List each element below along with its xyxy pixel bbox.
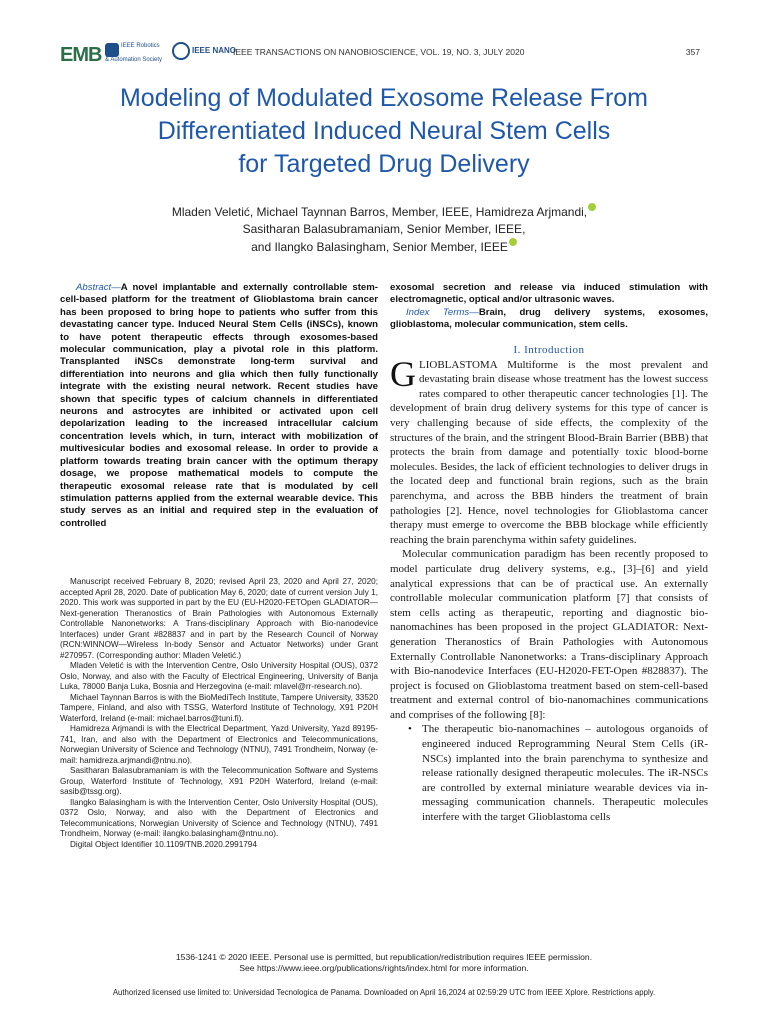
emb-logo: EMB xyxy=(60,44,102,66)
ras-logo-icon xyxy=(105,43,119,57)
ras-logo-text: IEEE Robotics & Automation Society xyxy=(105,43,163,63)
ras-logo xyxy=(105,43,165,64)
abstract-label: Abstract— xyxy=(76,282,121,293)
page-number: 357 xyxy=(685,47,700,57)
abstract xyxy=(60,282,378,530)
title-line-1: Modeling of Modulated Exosome Release From xyxy=(119,84,649,112)
copyright-notice xyxy=(60,952,708,974)
intro-paragraph-2: Molecular communication paradigm has been recently proposed to model particulate drug delivery systems, e.g., [3]–[6] and yield analytical expressions that can be of practical use. An externally controllable molecular communication platform [7] that consists of stem cells acting as therapeutic, reporting and diagnostic bio-nanomachines has been proposed in the project GLADIATOR: Next-generation Theranostics of Brain Pathologies with Autonomous Externally Controllable Nanonetworks: a Trans-disciplinary Approach with Bio-nanodevice Interfaces (EU-H2020-FET-Open #828837). The project is focused on Glioblastoma treatment based on stem-cell-based treatment and external control of bio-nanomachines communications and comprises of the following [8]: xyxy=(390,548,708,721)
author-list xyxy=(60,203,708,256)
index-terms-label: Index Terms— xyxy=(406,306,479,318)
title-line-3: for Targeted Drug Delivery xyxy=(238,150,530,178)
nano-logo xyxy=(172,42,236,60)
authors-line-3: and Ilangko Balasingham, Senior Member, IEEE xyxy=(251,240,508,254)
drop-cap: G xyxy=(390,353,416,394)
copyright-line-2: See https://www.ieee.org/publications/rights/index.html for more information. xyxy=(239,963,529,973)
section-heading-introduction: I. Introduction xyxy=(513,343,585,356)
abstract-text: A novel implantable and externally controllable stem-cell-based platform for the treatment of Glioblastoma brain cancer has been proposed to bring hope to patients who suffer from this devastating cancer type. Induced Neural Stem Cells (iNSCs), known to have potent therapeutic effects through exosomes-based molecular communication, play a pivotal role in this platform. Transplanted iNSCs demonstrate long-term survival and differentiation into neurons and glia which then fully functionally integrate with the existing neural network. Recent studies have shown that specific types of calcium channels in differentiated neurons and astrocytes are inhibited or activated upon cell depolarization leading to the increased intracellular calcium concentration levels which, in turn, interact with mobilization of multivesicular bodies and exosomal release. In order to provide a platform towards treating brain cancer with the optimum therapy dosage, we propose mathematical models to compute the therapeutic exosomal release rate that is modulated by cell stimulation patterns applied from the external wearable device. This study serves as an initial and required step in the evaluation of controlled xyxy=(60,282,378,529)
doi: Digital Object Identifier 10.1109/TNB.2020.2991794 xyxy=(70,839,257,849)
title-line-2: Differentiated Induced Neural Stem Cells xyxy=(157,117,611,145)
abstract-continuation: exosomal secretion and release via induced stimulation with electromagnetic, optical and/or ultrasonic waves. xyxy=(390,282,708,306)
footnote-barros: Michael Taynnan Barros is with the BioMediTech Institute, Tampere University, 33520 Tampere, Finland, and also with TSSG, Waterford Institute of Technology, X91 P20H Waterford, Ireland (e-mail: michael.barros@tuni.fi). xyxy=(60,692,378,723)
index-terms xyxy=(390,307,708,332)
right-column xyxy=(390,282,708,825)
journal-name: IEEE TRANSACTIONS ON NANOBIOSCIENCE, VOL. 19, NO. 3, JULY 2020 xyxy=(233,47,525,57)
footnote-veletic: Mladen Veletić is with the Intervention Centre, Oslo University Hospital (OUS), 0372 Oslo, Norway, and also with the Faculty of Electrical Engineering, University of Banja Luka, 78000 Banja Luka, Bosnia and Herzegovina (e-mail: mlavel@rr-research.no). xyxy=(60,661,378,691)
copyright-line-1: 1536-1241 © 2020 IEEE. Personal use is permitted, but republication/redistribution requires IEEE permission. xyxy=(175,952,593,962)
paper-title xyxy=(40,82,728,181)
authorized-use-notice: Authorized licensed use limited to: Universidad Tecnologica de Panama. Downloaded on April 16,2024 at 02:59:29 UTC from IEEE Xplore. Restrictions apply. xyxy=(112,988,656,997)
intro-paragraph-1 xyxy=(390,353,709,548)
intro-bullet-1: • The therapeutic bio-nanomachines – autologous organoids of engineered induced Reprogramming Neural Stem Cells (iR-NSCs) implanted into the brain parenchyma to synthesize and release rationally designed therapeutic molecules. The iR-NSCs are controlled by external miniature wearable devices via in-messaging communication channels. Therapeutic molecules interfere with the target Glioblastoma cells xyxy=(422,722,708,824)
left-column xyxy=(60,282,378,530)
nano-logo-top: IEEE xyxy=(192,46,211,56)
intro-paragraph-1-text: LIOBLASTOMA Multiforme is the most prevalent and devastating brain disease whose treatment has the lowest success rates compared to other therapeutic cancer technologies [1]. The development of brain drug delivery systems for this type of cancer is very challenging because of side effects, the complexity of the structures of the brain, and the stringent Blood-Brain Barrier (BBB) that protects the brain from damage and potentially toxic blood-borne molecules. Besides, the lack of efficient technologies to deliver drugs in the located deep and functional brain regions, such as the brain parenchyma, and across the BBB hinders the treatment of brain pathologies [2]. Hence, novel technologies for Glioblastoma cancer therapy must emerge to overcome the BBB blockage while efficiently reaching the brain parenchyma within safety guidelines. xyxy=(390,358,709,546)
authors-line-1: Mladen Veletić, Michael Taynnan Barros, Member, IEEE, Hamidreza Arjmandi, xyxy=(171,205,588,219)
footnotes xyxy=(60,577,378,850)
nano-logo-text: NANO xyxy=(212,46,237,56)
footnote-arjmandi: Hamidreza Arjmandi is with the Electrical Department, Yazd University, Yazd 89195-741, Iran, and also with the Department of Electronics and Telecommunications, Norwegian University of Science and Technology (NTNU), 7491 Trondheim, Norway (e-mail: hamidreza.arjmandi@ntnu.no). xyxy=(60,724,378,765)
page-header xyxy=(60,40,700,70)
footnote-balasingham: Ilangko Balasingham is with the Intervention Center, Oslo University Hospital (OUS), 0372 Oslo, Norway, and also with the Department of Electronics and Telecommunications, Norwegian University of Science and Technology (NTNU), 7491 Trondheim, Norway (e-mail: ilangko.balasingham@ntnu.no). xyxy=(60,797,378,838)
footnote-balasubramaniam: Sasitharan Balasubramaniam is with the Telecommunication Software and Systems Group, Waterford Institute of Technology, X91 P20H Waterford, Ireland (e-mail: sasib@tssg.org). xyxy=(60,766,378,796)
orcid-icon xyxy=(509,238,517,246)
index-terms-text: Brain, drug delivery systems, exosomes, glioblastoma, molecular communication, stem cells. xyxy=(390,306,708,331)
authors-line-2: Sasitharan Balasubramaniam, Senior Member, IEEE, xyxy=(242,222,526,236)
nano-logo-icon xyxy=(172,42,190,60)
orcid-icon xyxy=(588,203,596,211)
footnote-manuscript: Manuscript received February 8, 2020; revised April 23, 2020 and April 27, 2020; accepted April 28, 2020. Date of publication May 6, 2020; date of current version July 1, 2020. This work was supported in part by the EU (EU-H2020-FETOpen GLADIATOR—Next-generation Theranostics of Brain Pathologies with Autonomous Externally Controllable Nanonetworks: A Trans-disciplinary Approach with Bio-nanodevice Interfaces) under Grant #828837 and in part by the Research Council of Norway (RCN:WINNOW—Wireless In-body Sensor and Actuator Networks) under Grant #270957. (Corresponding author: Mladen Veletić.) xyxy=(60,577,378,660)
